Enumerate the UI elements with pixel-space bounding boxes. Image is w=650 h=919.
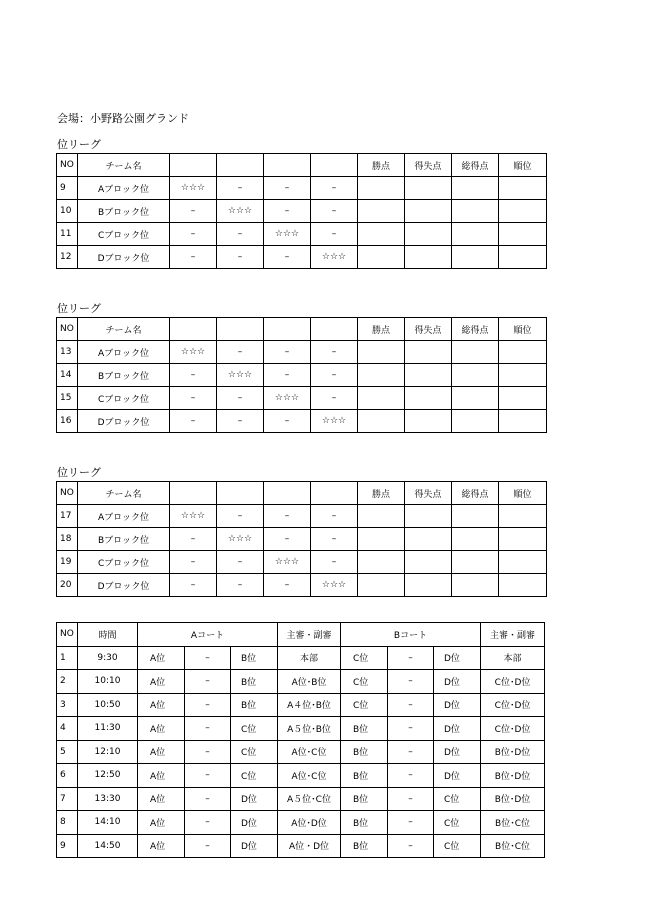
header-row bbox=[57, 318, 547, 341]
court-b-team-1: B位 bbox=[341, 811, 388, 835]
match-no: 7 bbox=[57, 787, 78, 811]
result-cell bbox=[452, 246, 499, 269]
court-b-referee: B位･D位 bbox=[481, 764, 545, 788]
match-cell: ☆☆☆ bbox=[170, 341, 217, 364]
table-row bbox=[57, 410, 547, 433]
schedule-row bbox=[57, 670, 545, 694]
header-no: NO bbox=[57, 482, 78, 505]
team-name: Cブロック位 bbox=[78, 551, 170, 574]
match-cell: ☆☆☆ bbox=[170, 177, 217, 200]
court-a-team-2: D位 bbox=[231, 834, 278, 858]
match-cell: – bbox=[311, 177, 358, 200]
team-name: Bブロック位 bbox=[78, 200, 170, 223]
header-rank: 順位 bbox=[499, 154, 547, 177]
match-cell: – bbox=[217, 574, 264, 597]
header-rank: 順位 bbox=[499, 318, 547, 341]
court-b-vs: – bbox=[388, 764, 434, 788]
match-cell: ☆☆☆ bbox=[311, 246, 358, 269]
team-name: Dブロック位 bbox=[78, 410, 170, 433]
match-cell: – bbox=[264, 341, 311, 364]
match-time: 13:30 bbox=[78, 787, 138, 811]
court-a-team-2: B位 bbox=[231, 693, 278, 717]
header-referee-a: 主審・副審 bbox=[278, 623, 341, 647]
court-a-referee: A４位･B位 bbox=[278, 693, 341, 717]
court-b-team-2: D位 bbox=[434, 764, 481, 788]
court-b-referee: B位･C位 bbox=[481, 834, 545, 858]
result-cell bbox=[452, 505, 499, 528]
court-b-referee: B位･D位 bbox=[481, 787, 545, 811]
court-a-vs: – bbox=[185, 787, 231, 811]
court-b-team-1: B位 bbox=[341, 717, 388, 741]
table-row bbox=[57, 505, 547, 528]
row-no: 13 bbox=[57, 341, 78, 364]
match-cell: – bbox=[311, 387, 358, 410]
match-cell: ☆☆☆ bbox=[264, 223, 311, 246]
court-b-referee: C位･D位 bbox=[481, 693, 545, 717]
schedule-row bbox=[57, 717, 545, 741]
match-cell: – bbox=[170, 387, 217, 410]
header-rank: 順位 bbox=[499, 482, 547, 505]
result-cell bbox=[452, 551, 499, 574]
court-b-vs: – bbox=[388, 693, 434, 717]
court-a-team-1: A位 bbox=[138, 670, 185, 694]
header-row bbox=[57, 154, 547, 177]
court-b-referee: C位･D位 bbox=[481, 717, 545, 741]
result-cell bbox=[452, 387, 499, 410]
header-blank bbox=[311, 482, 358, 505]
result-cell bbox=[358, 505, 405, 528]
schedule-row bbox=[57, 646, 545, 670]
table-row bbox=[57, 223, 547, 246]
court-a-team-1: A位 bbox=[138, 834, 185, 858]
result-cell bbox=[499, 223, 547, 246]
schedule-row bbox=[57, 811, 545, 835]
match-cell: ☆☆☆ bbox=[264, 551, 311, 574]
header-total: 総得点 bbox=[452, 482, 499, 505]
match-cell: – bbox=[264, 505, 311, 528]
court-a-team-1: A位 bbox=[138, 811, 185, 835]
court-b-team-1: C位 bbox=[341, 646, 388, 670]
team-name: Dブロック位 bbox=[78, 574, 170, 597]
court-b-team-2: D位 bbox=[434, 646, 481, 670]
court-a-referee: A５位･B位 bbox=[278, 717, 341, 741]
header-blank bbox=[311, 154, 358, 177]
header-referee-b: 主審・副審 bbox=[481, 623, 545, 647]
team-name: Bブロック位 bbox=[78, 364, 170, 387]
court-a-referee: 本部 bbox=[278, 646, 341, 670]
court-b-team-2: D位 bbox=[434, 717, 481, 741]
schedule-row bbox=[57, 787, 545, 811]
court-a-vs: – bbox=[185, 646, 231, 670]
header-court-b: Bコート bbox=[341, 623, 481, 647]
result-cell bbox=[499, 505, 547, 528]
row-no: 18 bbox=[57, 528, 78, 551]
court-a-vs: – bbox=[185, 670, 231, 694]
result-cell bbox=[405, 574, 452, 597]
match-time: 12:50 bbox=[78, 764, 138, 788]
match-time: 11:30 bbox=[78, 717, 138, 741]
result-cell bbox=[405, 505, 452, 528]
result-cell bbox=[358, 410, 405, 433]
match-no: 5 bbox=[57, 740, 78, 764]
team-name: Cブロック位 bbox=[78, 387, 170, 410]
match-cell: – bbox=[264, 246, 311, 269]
match-cell: – bbox=[170, 528, 217, 551]
match-cell: – bbox=[217, 410, 264, 433]
court-a-vs: – bbox=[185, 693, 231, 717]
result-cell bbox=[452, 410, 499, 433]
court-a-team-2: C位 bbox=[231, 764, 278, 788]
table-row bbox=[57, 341, 547, 364]
header-team: チーム名 bbox=[78, 318, 170, 341]
court-a-vs: – bbox=[185, 717, 231, 741]
row-no: 16 bbox=[57, 410, 78, 433]
court-b-team-2: C位 bbox=[434, 834, 481, 858]
match-cell: – bbox=[311, 551, 358, 574]
table-row bbox=[57, 200, 547, 223]
header-no: NO bbox=[57, 318, 78, 341]
header-team: チーム名 bbox=[78, 154, 170, 177]
result-cell bbox=[499, 200, 547, 223]
row-no: 11 bbox=[57, 223, 78, 246]
court-a-team-2: D位 bbox=[231, 787, 278, 811]
match-cell: – bbox=[170, 410, 217, 433]
table-row bbox=[57, 364, 547, 387]
schedule-row bbox=[57, 740, 545, 764]
match-cell: – bbox=[217, 341, 264, 364]
match-cell: – bbox=[170, 574, 217, 597]
match-cell: – bbox=[170, 364, 217, 387]
match-time: 14:10 bbox=[78, 811, 138, 835]
match-no: 4 bbox=[57, 717, 78, 741]
match-time: 12:10 bbox=[78, 740, 138, 764]
court-a-team-1: A位 bbox=[138, 693, 185, 717]
match-cell: – bbox=[311, 341, 358, 364]
court-a-vs: – bbox=[185, 740, 231, 764]
result-cell bbox=[405, 551, 452, 574]
court-b-team-2: D位 bbox=[434, 740, 481, 764]
team-name: Dブロック位 bbox=[78, 246, 170, 269]
header-row bbox=[57, 623, 545, 647]
match-cell: – bbox=[311, 200, 358, 223]
match-cell: – bbox=[264, 574, 311, 597]
match-cell: – bbox=[311, 505, 358, 528]
result-cell bbox=[405, 387, 452, 410]
court-a-referee: A位･D位 bbox=[278, 811, 341, 835]
match-cell: ☆☆☆ bbox=[311, 410, 358, 433]
court-b-vs: – bbox=[388, 811, 434, 835]
match-cell: – bbox=[264, 200, 311, 223]
match-no: 8 bbox=[57, 811, 78, 835]
header-no: NO bbox=[57, 154, 78, 177]
match-no: 2 bbox=[57, 670, 78, 694]
match-cell: – bbox=[264, 410, 311, 433]
result-cell bbox=[358, 551, 405, 574]
result-cell bbox=[405, 223, 452, 246]
schedule-row bbox=[57, 693, 545, 717]
result-cell bbox=[358, 387, 405, 410]
venue-label: 会場：小野路公園グランド bbox=[57, 112, 189, 125]
match-cell: – bbox=[217, 177, 264, 200]
court-b-team-2: C位 bbox=[434, 811, 481, 835]
row-no: 17 bbox=[57, 505, 78, 528]
header-diff: 得失点 bbox=[405, 154, 452, 177]
table-row bbox=[57, 387, 547, 410]
row-no: 15 bbox=[57, 387, 78, 410]
court-b-referee: B位･D位 bbox=[481, 740, 545, 764]
court-a-team-1: A位 bbox=[138, 646, 185, 670]
result-cell bbox=[452, 528, 499, 551]
result-cell bbox=[499, 341, 547, 364]
result-cell bbox=[499, 410, 547, 433]
result-cell bbox=[405, 177, 452, 200]
court-b-team-1: B位 bbox=[341, 834, 388, 858]
match-cell: – bbox=[217, 505, 264, 528]
match-cell: – bbox=[264, 528, 311, 551]
league-title: 位リーグ bbox=[57, 138, 101, 151]
match-cell: – bbox=[217, 223, 264, 246]
court-b-team-1: C位 bbox=[341, 670, 388, 694]
match-no: 6 bbox=[57, 764, 78, 788]
header-total: 総得点 bbox=[452, 154, 499, 177]
match-cell: ☆☆☆ bbox=[170, 505, 217, 528]
row-no: 9 bbox=[57, 177, 78, 200]
court-b-referee: 本部 bbox=[481, 646, 545, 670]
table-row bbox=[57, 574, 547, 597]
header-blank bbox=[264, 154, 311, 177]
header-blank bbox=[217, 154, 264, 177]
match-cell: – bbox=[264, 364, 311, 387]
result-cell bbox=[358, 177, 405, 200]
match-cell: – bbox=[170, 200, 217, 223]
court-a-referee: A位・D位 bbox=[278, 834, 341, 858]
court-a-team-2: B位 bbox=[231, 670, 278, 694]
result-cell bbox=[405, 528, 452, 551]
match-cell: ☆☆☆ bbox=[264, 387, 311, 410]
result-cell bbox=[499, 177, 547, 200]
row-no: 10 bbox=[57, 200, 78, 223]
court-b-vs: – bbox=[388, 646, 434, 670]
result-cell bbox=[405, 410, 452, 433]
team-name: Bブロック位 bbox=[78, 528, 170, 551]
header-wins: 勝点 bbox=[358, 482, 405, 505]
header-blank bbox=[217, 482, 264, 505]
result-cell bbox=[452, 200, 499, 223]
table-row bbox=[57, 528, 547, 551]
match-time: 10:50 bbox=[78, 693, 138, 717]
result-cell bbox=[499, 387, 547, 410]
header-blank bbox=[264, 482, 311, 505]
match-cell: – bbox=[170, 223, 217, 246]
court-a-team-2: C位 bbox=[231, 717, 278, 741]
result-cell bbox=[358, 528, 405, 551]
match-cell: – bbox=[217, 387, 264, 410]
row-no: 20 bbox=[57, 574, 78, 597]
court-b-team-1: C位 bbox=[341, 693, 388, 717]
header-diff: 得失点 bbox=[405, 482, 452, 505]
match-time: 14:50 bbox=[78, 834, 138, 858]
court-a-team-1: A位 bbox=[138, 764, 185, 788]
header-wins: 勝点 bbox=[358, 154, 405, 177]
court-b-team-2: C位 bbox=[434, 787, 481, 811]
header-total: 総得点 bbox=[452, 318, 499, 341]
match-cell: ☆☆☆ bbox=[217, 364, 264, 387]
result-cell bbox=[452, 177, 499, 200]
court-a-referee: A位･C位 bbox=[278, 764, 341, 788]
table-row bbox=[57, 246, 547, 269]
result-cell bbox=[358, 246, 405, 269]
court-a-vs: – bbox=[185, 764, 231, 788]
result-cell bbox=[499, 364, 547, 387]
result-cell bbox=[499, 574, 547, 597]
result-cell bbox=[452, 223, 499, 246]
result-cell bbox=[452, 574, 499, 597]
court-a-team-2: C位 bbox=[231, 740, 278, 764]
header-blank bbox=[217, 318, 264, 341]
team-name: Cブロック位 bbox=[78, 223, 170, 246]
court-a-team-1: A位 bbox=[138, 740, 185, 764]
header-time: 時間 bbox=[78, 623, 138, 647]
header-row bbox=[57, 482, 547, 505]
match-cell: – bbox=[311, 528, 358, 551]
league-title: 位リーグ bbox=[57, 302, 101, 315]
match-cell: ☆☆☆ bbox=[311, 574, 358, 597]
result-cell bbox=[405, 200, 452, 223]
result-cell bbox=[358, 574, 405, 597]
league-title: 位リーグ bbox=[57, 466, 101, 479]
court-a-team-2: B位 bbox=[231, 646, 278, 670]
schedule-row bbox=[57, 834, 545, 858]
court-b-team-2: D位 bbox=[434, 693, 481, 717]
header-no: NO bbox=[57, 623, 78, 647]
schedule-row bbox=[57, 764, 545, 788]
result-cell bbox=[499, 528, 547, 551]
match-cell: ☆☆☆ bbox=[217, 528, 264, 551]
court-b-team-1: B位 bbox=[341, 787, 388, 811]
header-blank bbox=[170, 318, 217, 341]
court-b-vs: – bbox=[388, 717, 434, 741]
result-cell bbox=[358, 341, 405, 364]
court-b-team-1: B位 bbox=[341, 764, 388, 788]
league-table bbox=[56, 153, 547, 269]
result-cell bbox=[452, 341, 499, 364]
court-a-team-2: D位 bbox=[231, 811, 278, 835]
match-time: 10:10 bbox=[78, 670, 138, 694]
schedule-table bbox=[56, 622, 545, 858]
header-blank bbox=[311, 318, 358, 341]
result-cell bbox=[358, 200, 405, 223]
league-table bbox=[56, 317, 547, 433]
match-cell: – bbox=[217, 246, 264, 269]
header-diff: 得失点 bbox=[405, 318, 452, 341]
court-a-referee: A位･C位 bbox=[278, 740, 341, 764]
match-no: 1 bbox=[57, 646, 78, 670]
court-a-referee: A位･B位 bbox=[278, 670, 341, 694]
header-blank bbox=[170, 154, 217, 177]
match-cell: – bbox=[311, 364, 358, 387]
header-team: チーム名 bbox=[78, 482, 170, 505]
team-name: Aブロック位 bbox=[78, 341, 170, 364]
row-no: 19 bbox=[57, 551, 78, 574]
result-cell bbox=[499, 551, 547, 574]
table-row bbox=[57, 177, 547, 200]
court-b-referee: C位･D位 bbox=[481, 670, 545, 694]
match-no: 9 bbox=[57, 834, 78, 858]
court-a-vs: – bbox=[185, 811, 231, 835]
header-court-a: Aコート bbox=[138, 623, 278, 647]
court-a-vs: – bbox=[185, 834, 231, 858]
header-blank bbox=[264, 318, 311, 341]
court-a-team-1: A位 bbox=[138, 717, 185, 741]
court-b-vs: – bbox=[388, 670, 434, 694]
court-b-team-1: B位 bbox=[341, 740, 388, 764]
court-a-referee: A５位･C位 bbox=[278, 787, 341, 811]
court-b-vs: – bbox=[388, 740, 434, 764]
row-no: 12 bbox=[57, 246, 78, 269]
row-no: 14 bbox=[57, 364, 78, 387]
result-cell bbox=[405, 341, 452, 364]
match-time: 9:30 bbox=[78, 646, 138, 670]
header-blank bbox=[170, 482, 217, 505]
match-cell: – bbox=[264, 177, 311, 200]
team-name: Aブロック位 bbox=[78, 505, 170, 528]
court-b-vs: – bbox=[388, 834, 434, 858]
result-cell bbox=[358, 364, 405, 387]
court-b-referee: B位･C位 bbox=[481, 811, 545, 835]
table-row bbox=[57, 551, 547, 574]
match-cell: – bbox=[170, 551, 217, 574]
match-cell: ☆☆☆ bbox=[217, 200, 264, 223]
court-b-vs: – bbox=[388, 787, 434, 811]
court-a-team-1: A位 bbox=[138, 787, 185, 811]
match-no: 3 bbox=[57, 693, 78, 717]
result-cell bbox=[405, 246, 452, 269]
match-cell: – bbox=[311, 223, 358, 246]
match-cell: – bbox=[217, 551, 264, 574]
header-wins: 勝点 bbox=[358, 318, 405, 341]
league-table bbox=[56, 481, 547, 597]
result-cell bbox=[499, 246, 547, 269]
result-cell bbox=[405, 364, 452, 387]
team-name: Aブロック位 bbox=[78, 177, 170, 200]
result-cell bbox=[452, 364, 499, 387]
result-cell bbox=[358, 223, 405, 246]
match-cell: – bbox=[170, 246, 217, 269]
court-b-team-2: D位 bbox=[434, 670, 481, 694]
